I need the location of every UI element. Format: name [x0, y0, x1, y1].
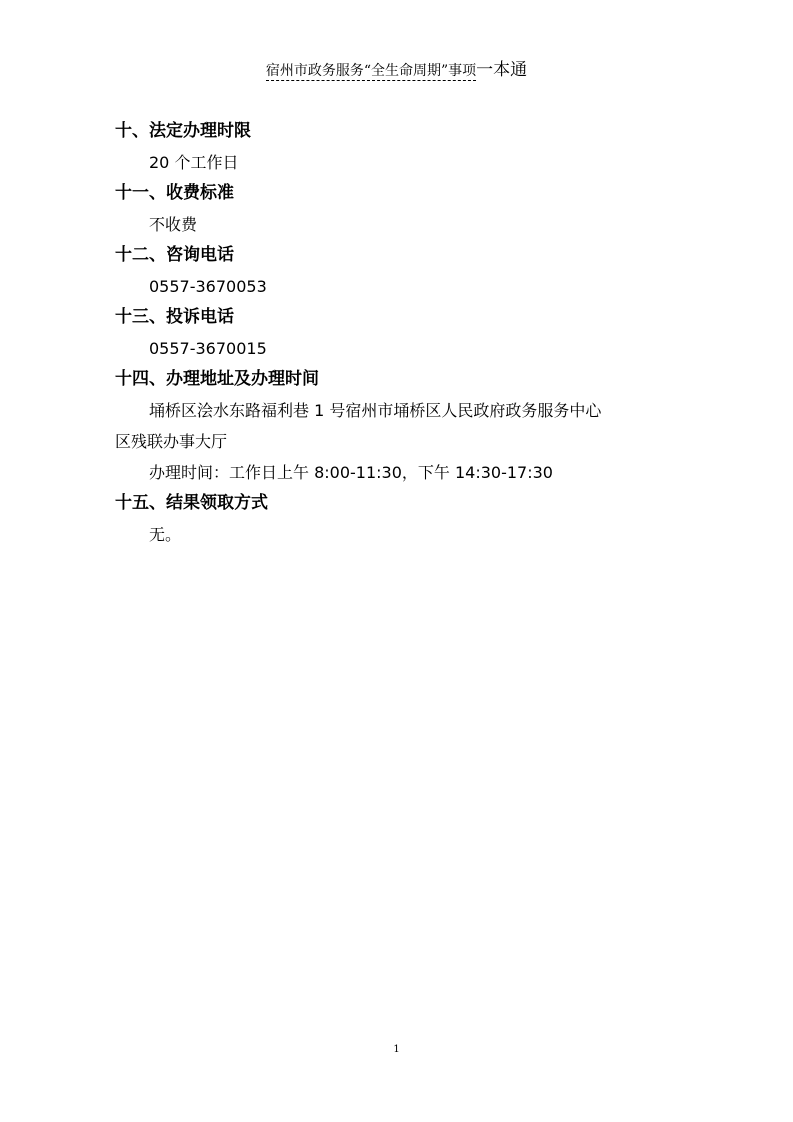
section-heading-address-hours: 十四、办理地址及办理时间 — [115, 369, 319, 389]
page-number: 1 — [393, 1044, 400, 1055]
page-header — [0, 60, 793, 81]
address-line-1: 埇桥区浍水东路福利巷 1 号宿州市埇桥区人民政府政务服务中心 — [149, 401, 602, 420]
address-line-2: 区残联办事大厅 — [115, 432, 228, 451]
header-title: 宿州市政务服务“全生命周期”事项 — [265, 63, 477, 79]
section-heading-consult-phone: 十二、咨询电话 — [115, 245, 234, 265]
consult-phone-value: 0557-3670053 — [149, 277, 267, 296]
document-body — [115, 116, 685, 550]
office-hours: 办理时间：工作日上午 8:00-11:30，下午 14:30-17:30 — [149, 463, 553, 482]
section-heading-time-limit: 十、法定办理时限 — [115, 121, 251, 141]
section-heading-fees: 十一、收费标准 — [115, 183, 234, 203]
complaint-phone-value: 0557-3670015 — [149, 339, 267, 358]
section-heading-result-pickup: 十五、结果领取方式 — [115, 493, 268, 513]
result-pickup-value: 无。 — [149, 525, 182, 544]
section-heading-complaint-phone: 十三、投诉电话 — [115, 307, 234, 327]
header-title-suffix: 一本通 — [476, 60, 528, 80]
time-limit-value: 20 个工作日 — [149, 153, 239, 172]
fees-value: 不收费 — [149, 215, 198, 234]
